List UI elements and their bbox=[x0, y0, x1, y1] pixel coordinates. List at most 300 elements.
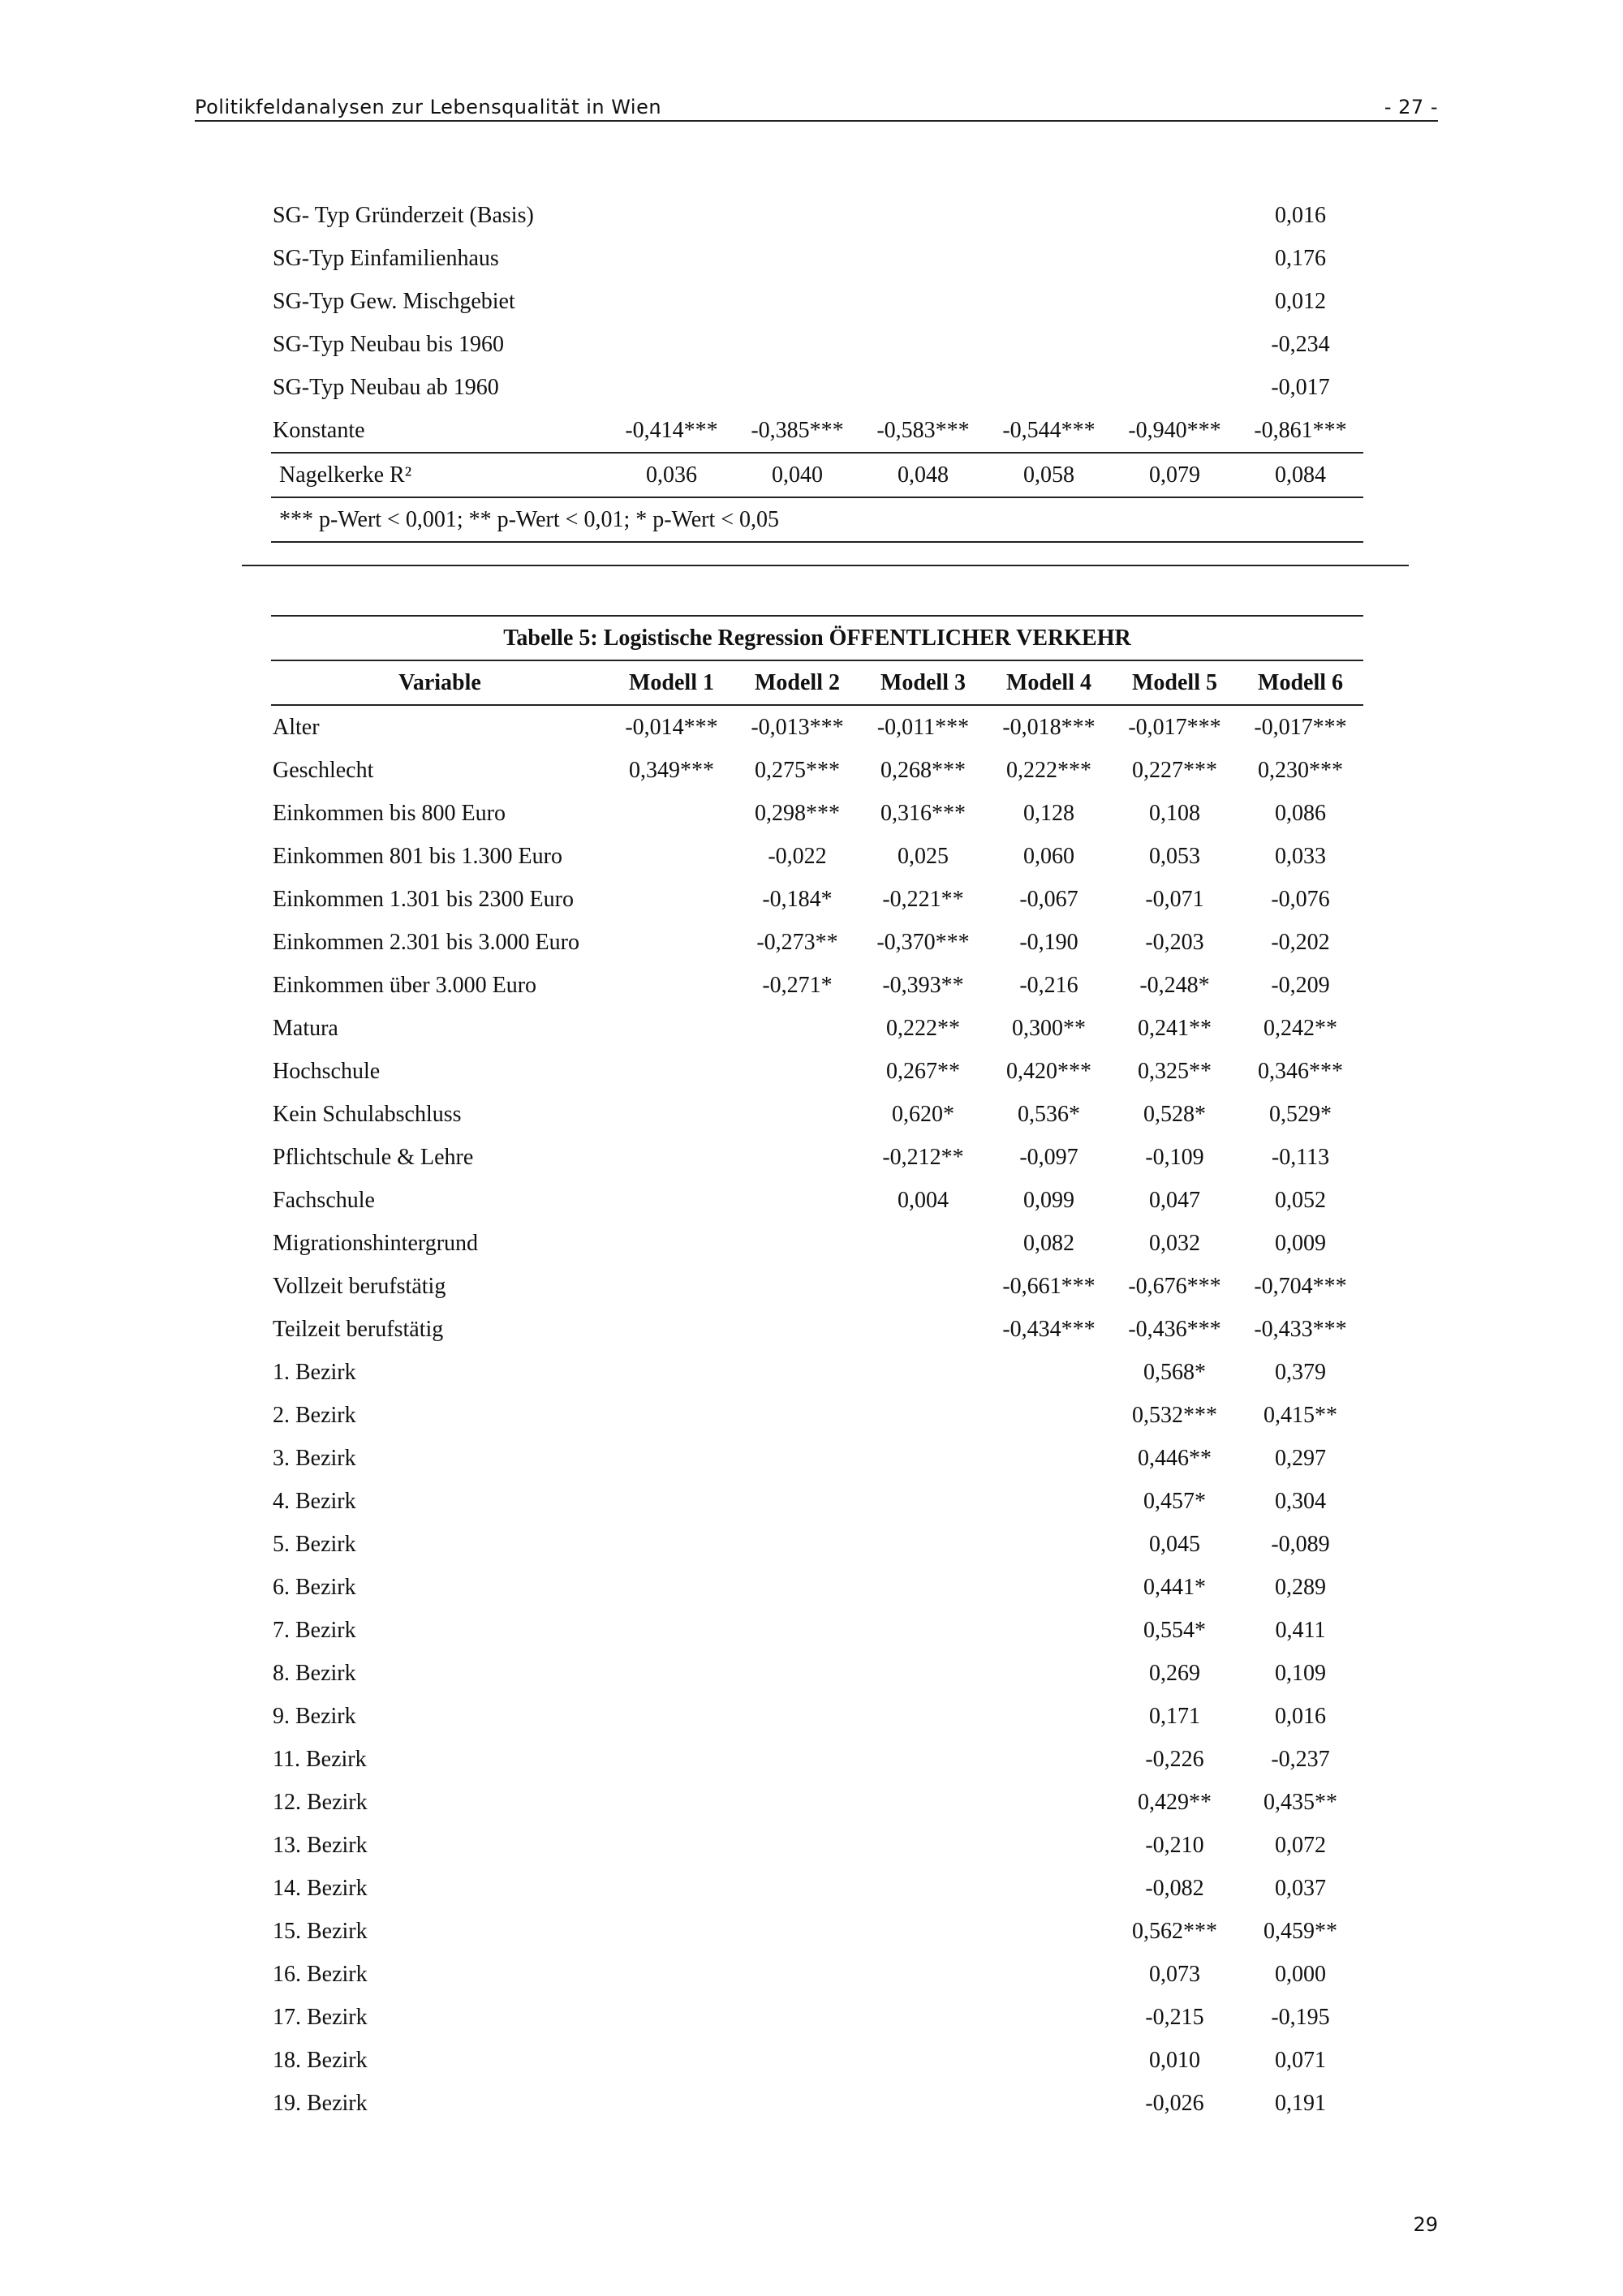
cell-modell-3 bbox=[860, 1265, 986, 1308]
table-row bbox=[271, 1308, 1363, 1351]
cell-modell-3 bbox=[860, 237, 986, 280]
cell-modell-4 bbox=[986, 1867, 1112, 1910]
cell-modell-1 bbox=[609, 792, 734, 835]
cell-modell-4 bbox=[986, 1695, 1112, 1738]
cell-modell-6: 0,000 bbox=[1275, 1961, 1327, 1987]
regression-table-oeffentlicher-verkehr bbox=[271, 615, 1363, 2125]
table-row bbox=[271, 1050, 1363, 1093]
cell-modell-1 bbox=[609, 1394, 734, 1437]
cell-modell-4: -0,661*** bbox=[1002, 1273, 1096, 1299]
row-label: Hochschule bbox=[273, 1058, 381, 1084]
table-row bbox=[271, 1652, 1363, 1695]
table-row bbox=[271, 1222, 1363, 1265]
cell-modell-4 bbox=[986, 1566, 1112, 1609]
column-header: Modell 2 bbox=[734, 660, 860, 705]
cell-modell-6: -0,076 bbox=[1271, 886, 1330, 912]
cell-modell-1 bbox=[609, 280, 734, 323]
cell-modell-4 bbox=[986, 1609, 1112, 1652]
cell-modell-1 bbox=[609, 1867, 734, 1910]
cell-modell-4: 0,300** bbox=[1012, 1015, 1086, 1041]
cell-modell-4: -0,067 bbox=[1019, 886, 1078, 912]
cell-modell-4 bbox=[986, 2039, 1112, 2082]
row-label: 2. Bezirk bbox=[273, 1402, 356, 1428]
cell-modell-5 bbox=[1112, 194, 1238, 237]
cell-modell-2 bbox=[734, 1136, 860, 1179]
cell-modell-6: 0,379 bbox=[1275, 1359, 1327, 1385]
cell-modell-4 bbox=[986, 237, 1112, 280]
cell-modell-6: -0,202 bbox=[1271, 929, 1330, 955]
table-row bbox=[271, 705, 1363, 749]
cell-modell-2 bbox=[734, 323, 860, 366]
table-row bbox=[271, 323, 1363, 366]
table-row bbox=[271, 835, 1363, 878]
table-row bbox=[271, 1523, 1363, 1566]
table-row bbox=[271, 964, 1363, 1007]
table-row bbox=[271, 2082, 1363, 2125]
row-label: 17. Bezirk bbox=[273, 2004, 368, 2030]
cell-modell-6: 0,411 bbox=[1275, 1617, 1326, 1643]
cell-modell-1 bbox=[609, 1050, 734, 1093]
table-row bbox=[271, 409, 1363, 453]
cell-modell-4: 0,536* bbox=[1018, 1101, 1080, 1127]
column-header: Modell 6 bbox=[1238, 660, 1363, 705]
cell-modell-6: -0,195 bbox=[1271, 2004, 1330, 2030]
table-row bbox=[271, 1093, 1363, 1136]
cell-modell-5: 0,241** bbox=[1138, 1015, 1212, 1041]
cell-modell-4 bbox=[986, 1652, 1112, 1695]
cell-modell-3: 0,025 bbox=[898, 843, 949, 869]
header-title: Politikfeldanalysen zur Lebensqualität in Wien bbox=[195, 96, 662, 118]
table-row bbox=[271, 366, 1363, 409]
cell-modell-6: 0,052 bbox=[1275, 1187, 1327, 1213]
table-row bbox=[271, 194, 1363, 237]
cell-modell-3 bbox=[860, 1351, 986, 1394]
cell-modell-5: 0,325** bbox=[1138, 1058, 1212, 1084]
cell-modell-4: 0,099 bbox=[1023, 1187, 1074, 1213]
cell-modell-3: 0,048 bbox=[860, 453, 986, 497]
cell-modell-6: -0,113 bbox=[1271, 1144, 1330, 1170]
cell-modell-6: 0,346*** bbox=[1258, 1058, 1344, 1084]
row-label: SG-Typ Neubau bis 1960 bbox=[273, 331, 505, 357]
cell-modell-4 bbox=[986, 1910, 1112, 1953]
row-label: Geschlecht bbox=[273, 757, 374, 783]
table-row bbox=[271, 1996, 1363, 2039]
cell-modell-6: 0,459** bbox=[1264, 1918, 1338, 1944]
table-top-body bbox=[271, 194, 1363, 542]
cell-modell-2 bbox=[734, 1523, 860, 1566]
cell-modell-5: -0,226 bbox=[1145, 1746, 1204, 1772]
cell-modell-1 bbox=[609, 835, 734, 878]
cell-modell-1 bbox=[609, 2082, 734, 2125]
cell-modell-3 bbox=[860, 194, 986, 237]
cell-modell-4: -0,018*** bbox=[1002, 714, 1096, 740]
cell-modell-2 bbox=[734, 1351, 860, 1394]
table-row bbox=[271, 237, 1363, 280]
cell-modell-2: -0,385*** bbox=[751, 417, 844, 443]
cell-modell-5 bbox=[1112, 237, 1238, 280]
table-row-nagelkerke bbox=[271, 453, 1363, 497]
cell-modell-1 bbox=[609, 1351, 734, 1394]
cell-modell-1 bbox=[609, 194, 734, 237]
cell-modell-6: 0,033 bbox=[1275, 843, 1327, 869]
cell-modell-4: 0,222*** bbox=[1006, 757, 1091, 783]
cell-modell-5: 0,457* bbox=[1143, 1488, 1206, 1514]
row-label: 15. Bezirk bbox=[273, 1918, 368, 1944]
cell-modell-5: -0,210 bbox=[1145, 1832, 1204, 1858]
cell-modell-6: 0,529* bbox=[1269, 1101, 1332, 1127]
cell-modell-1 bbox=[609, 1738, 734, 1781]
cell-modell-3 bbox=[860, 1609, 986, 1652]
cell-modell-3 bbox=[860, 1523, 986, 1566]
cell-modell-2: 0,040 bbox=[734, 453, 860, 497]
cell-modell-1 bbox=[609, 1308, 734, 1351]
cell-modell-6: 0,084 bbox=[1238, 453, 1363, 497]
cell-modell-5: 0,441* bbox=[1143, 1574, 1206, 1600]
cell-modell-4: -0,190 bbox=[1019, 929, 1078, 955]
cell-modell-2 bbox=[734, 1609, 860, 1652]
cell-modell-5: -0,071 bbox=[1145, 886, 1204, 912]
cell-modell-5: -0,248* bbox=[1139, 972, 1210, 998]
cell-modell-4 bbox=[986, 1437, 1112, 1480]
cell-modell-5: -0,026 bbox=[1145, 2090, 1204, 2116]
cell-modell-4 bbox=[986, 1351, 1112, 1394]
row-label: 19. Bezirk bbox=[273, 2090, 368, 2116]
column-header: Variable bbox=[271, 660, 609, 705]
cell-modell-5: -0,215 bbox=[1145, 2004, 1204, 2030]
cell-modell-3: -0,393** bbox=[882, 972, 964, 998]
cell-modell-3: 0,222** bbox=[886, 1015, 960, 1041]
table-row bbox=[271, 1910, 1363, 1953]
cell-modell-6: -0,017*** bbox=[1254, 714, 1347, 740]
cell-modell-6: 0,037 bbox=[1275, 1875, 1327, 1901]
cell-modell-1 bbox=[609, 366, 734, 409]
cell-modell-6: 0,086 bbox=[1275, 800, 1327, 826]
cell-modell-1 bbox=[609, 1566, 734, 1609]
cell-modell-5: -0,436*** bbox=[1128, 1316, 1221, 1342]
table-row bbox=[271, 878, 1363, 921]
cell-modell-5: 0,045 bbox=[1149, 1531, 1200, 1557]
cell-modell-6: 0,415** bbox=[1264, 1402, 1338, 1428]
cell-modell-3 bbox=[860, 280, 986, 323]
table-row bbox=[271, 1136, 1363, 1179]
row-label: 9. Bezirk bbox=[273, 1703, 356, 1729]
cell-modell-2 bbox=[734, 1050, 860, 1093]
cell-modell-4: -0,097 bbox=[1019, 1144, 1078, 1170]
table-row bbox=[271, 1953, 1363, 1996]
cell-modell-1 bbox=[609, 237, 734, 280]
cell-modell-6: -0,704*** bbox=[1254, 1273, 1347, 1299]
row-label: Fachschule bbox=[273, 1187, 375, 1213]
cell-modell-6: 0,242** bbox=[1264, 1015, 1338, 1041]
cell-modell-5: 0,010 bbox=[1149, 2047, 1200, 2073]
cell-modell-3 bbox=[860, 366, 986, 409]
table-row bbox=[271, 1566, 1363, 1609]
cell-modell-5: 0,053 bbox=[1149, 843, 1200, 869]
row-label: 14. Bezirk bbox=[273, 1875, 368, 1901]
cell-modell-2 bbox=[734, 1093, 860, 1136]
table-caption: Tabelle 5: Logistische Regression ÖFFENTLICHER VERKEHR bbox=[271, 616, 1363, 660]
cell-modell-4: 0,060 bbox=[1023, 843, 1074, 869]
cell-modell-5: 0,108 bbox=[1149, 800, 1200, 826]
cell-modell-2 bbox=[734, 1824, 860, 1867]
table-row bbox=[271, 1867, 1363, 1910]
cell-modell-5: 0,269 bbox=[1149, 1660, 1200, 1686]
table-row bbox=[271, 1007, 1363, 1050]
cell-modell-5: -0,203 bbox=[1145, 929, 1204, 955]
cell-modell-1 bbox=[609, 323, 734, 366]
cell-modell-1 bbox=[609, 1136, 734, 1179]
row-label: 7. Bezirk bbox=[273, 1617, 356, 1643]
cell-modell-5: 0,073 bbox=[1149, 1961, 1200, 1987]
cell-modell-4: 0,420*** bbox=[1006, 1058, 1091, 1084]
cell-modell-2 bbox=[734, 237, 860, 280]
row-label: 16. Bezirk bbox=[273, 1961, 368, 1987]
cell-modell-4 bbox=[986, 323, 1112, 366]
cell-modell-3 bbox=[860, 323, 986, 366]
row-label: Konstante bbox=[273, 417, 365, 443]
cell-modell-5: 0,047 bbox=[1149, 1187, 1200, 1213]
cell-modell-2 bbox=[734, 1007, 860, 1050]
cell-modell-3 bbox=[860, 1996, 986, 2039]
row-label: Einkommen 801 bis 1.300 Euro bbox=[273, 843, 562, 869]
cell-modell-5 bbox=[1112, 366, 1238, 409]
table-row bbox=[271, 1437, 1363, 1480]
cell-modell-6: 0,191 bbox=[1275, 2090, 1327, 2116]
cell-modell-6: 0,297 bbox=[1275, 1445, 1327, 1471]
cell-modell-3: -0,370*** bbox=[876, 929, 970, 955]
cell-modell-5: 0,532*** bbox=[1132, 1402, 1217, 1428]
page-header bbox=[195, 96, 1438, 122]
cell-modell-3 bbox=[860, 1308, 986, 1351]
cell-modell-1 bbox=[609, 1179, 734, 1222]
row-label: Alter bbox=[273, 714, 320, 740]
cell-modell-4: -0,216 bbox=[1019, 972, 1078, 998]
row-label: 12. Bezirk bbox=[273, 1789, 368, 1815]
cell-modell-3: 0,620* bbox=[892, 1101, 954, 1127]
cell-modell-2: -0,022 bbox=[768, 843, 827, 869]
table-row bbox=[271, 921, 1363, 964]
cell-modell-6: 0,176 bbox=[1275, 245, 1326, 271]
cell-modell-5: 0,227*** bbox=[1132, 757, 1217, 783]
cell-modell-2: -0,271* bbox=[762, 972, 833, 998]
cell-modell-5: -0,109 bbox=[1145, 1144, 1204, 1170]
cell-modell-2 bbox=[734, 1265, 860, 1308]
cell-modell-5: -0,082 bbox=[1145, 1875, 1204, 1901]
cell-modell-2 bbox=[734, 1222, 860, 1265]
cell-modell-1 bbox=[609, 1824, 734, 1867]
cell-modell-1 bbox=[609, 2039, 734, 2082]
cell-modell-1: 0,349*** bbox=[629, 757, 714, 783]
row-label: 18. Bezirk bbox=[273, 2047, 368, 2073]
column-header: Modell 4 bbox=[986, 660, 1112, 705]
cell-modell-6: 0,304 bbox=[1275, 1488, 1327, 1514]
cell-modell-2 bbox=[734, 1652, 860, 1695]
cell-modell-2: -0,184* bbox=[762, 886, 833, 912]
cell-modell-4 bbox=[986, 1394, 1112, 1437]
row-label: 1. Bezirk bbox=[273, 1359, 356, 1385]
table-header-row bbox=[271, 660, 1363, 705]
row-label: Pflichtschule & Lehre bbox=[273, 1144, 474, 1170]
row-label: SG-Typ Neubau ab 1960 bbox=[273, 374, 499, 400]
cell-modell-2 bbox=[734, 1308, 860, 1351]
cell-modell-3 bbox=[860, 1781, 986, 1824]
cell-modell-3 bbox=[860, 1394, 986, 1437]
cell-modell-2 bbox=[734, 1394, 860, 1437]
cell-modell-3 bbox=[860, 1738, 986, 1781]
cell-modell-2 bbox=[734, 194, 860, 237]
cell-modell-5: 0,446** bbox=[1138, 1445, 1212, 1471]
cell-modell-2 bbox=[734, 1695, 860, 1738]
cell-modell-4 bbox=[986, 1523, 1112, 1566]
table-row bbox=[271, 1781, 1363, 1824]
table-row bbox=[271, 2039, 1363, 2082]
row-label: Migrationshintergrund bbox=[273, 1230, 479, 1256]
cell-modell-6: -0,017 bbox=[1271, 374, 1330, 400]
cell-modell-6: 0,016 bbox=[1275, 1703, 1327, 1729]
row-label: 8. Bezirk bbox=[273, 1660, 356, 1686]
cell-modell-4 bbox=[986, 1738, 1112, 1781]
regression-table-continued bbox=[271, 194, 1363, 543]
cell-modell-2: 0,275*** bbox=[755, 757, 840, 783]
table-row bbox=[271, 1265, 1363, 1308]
row-label: Nagelkerke R² bbox=[271, 453, 609, 497]
cell-modell-6: 0,230*** bbox=[1258, 757, 1344, 783]
cell-modell-1 bbox=[609, 1652, 734, 1695]
cell-modell-5: 0,568* bbox=[1143, 1359, 1206, 1385]
cell-modell-3 bbox=[860, 1695, 986, 1738]
row-label: SG-Typ Gew. Mischgebiet bbox=[273, 288, 515, 314]
header-page-label: - 27 - bbox=[1384, 96, 1438, 118]
cell-modell-6: -0,237 bbox=[1271, 1746, 1330, 1772]
cell-modell-3: 0,316*** bbox=[880, 800, 966, 826]
table-row bbox=[271, 749, 1363, 792]
cell-modell-6: -0,433*** bbox=[1254, 1316, 1347, 1342]
cell-modell-4 bbox=[986, 366, 1112, 409]
cell-modell-6: 0,009 bbox=[1275, 1230, 1327, 1256]
cell-modell-5: 0,032 bbox=[1149, 1230, 1200, 1256]
cell-modell-4: -0,544*** bbox=[1002, 417, 1096, 443]
cell-modell-1 bbox=[609, 878, 734, 921]
cell-modell-5: 0,079 bbox=[1112, 453, 1238, 497]
cell-modell-4 bbox=[986, 280, 1112, 323]
table-row bbox=[271, 1695, 1363, 1738]
row-label: 5. Bezirk bbox=[273, 1531, 356, 1557]
table-row bbox=[271, 1351, 1363, 1394]
cell-modell-4 bbox=[986, 1953, 1112, 1996]
row-label: 4. Bezirk bbox=[273, 1488, 356, 1514]
column-header: Modell 5 bbox=[1112, 660, 1238, 705]
cell-modell-4: 0,128 bbox=[1023, 800, 1074, 826]
cell-modell-3: 0,268*** bbox=[880, 757, 966, 783]
cell-modell-6: 0,071 bbox=[1275, 2047, 1327, 2073]
significance-note-row bbox=[271, 497, 1363, 542]
cell-modell-1 bbox=[609, 1437, 734, 1480]
cell-modell-2 bbox=[734, 1738, 860, 1781]
table-row bbox=[271, 1480, 1363, 1523]
cell-modell-3 bbox=[860, 1437, 986, 1480]
cell-modell-1 bbox=[609, 1781, 734, 1824]
cell-modell-2: 0,298*** bbox=[755, 800, 840, 826]
cell-modell-3 bbox=[860, 1910, 986, 1953]
cell-modell-3 bbox=[860, 1867, 986, 1910]
table-row bbox=[271, 280, 1363, 323]
row-label: Teilzeit berufstätig bbox=[273, 1316, 444, 1342]
significance-note: *** p-Wert < 0,001; ** p-Wert < 0,01; * p-Wert < 0,05 bbox=[271, 497, 1363, 542]
table-row bbox=[271, 1738, 1363, 1781]
cell-modell-3 bbox=[860, 1824, 986, 1867]
cell-modell-1 bbox=[609, 1996, 734, 2039]
cell-modell-4: -0,434*** bbox=[1002, 1316, 1096, 1342]
cell-modell-6: -0,861*** bbox=[1254, 417, 1347, 443]
cell-modell-1 bbox=[609, 1093, 734, 1136]
cell-modell-1 bbox=[609, 1523, 734, 1566]
cell-modell-2 bbox=[734, 1179, 860, 1222]
row-label: 13. Bezirk bbox=[273, 1832, 368, 1858]
cell-modell-4: 0,082 bbox=[1023, 1230, 1074, 1256]
cell-modell-3 bbox=[860, 1953, 986, 1996]
cell-modell-6: 0,435** bbox=[1264, 1789, 1338, 1815]
cell-modell-3: 0,004 bbox=[898, 1187, 949, 1213]
cell-modell-2 bbox=[734, 1781, 860, 1824]
row-label: Einkommen 2.301 bis 3.000 Euro bbox=[273, 929, 579, 955]
cell-modell-6: 0,109 bbox=[1275, 1660, 1327, 1686]
cell-modell-5: 0,528* bbox=[1143, 1101, 1206, 1127]
cell-modell-6: 0,072 bbox=[1275, 1832, 1327, 1858]
cell-modell-2 bbox=[734, 1437, 860, 1480]
cell-modell-3: -0,221** bbox=[882, 886, 964, 912]
cell-modell-6: 0,016 bbox=[1275, 202, 1326, 228]
cell-modell-4: 0,058 bbox=[986, 453, 1112, 497]
row-label: 11. Bezirk bbox=[273, 1746, 367, 1772]
cell-modell-1 bbox=[609, 1609, 734, 1652]
table-row bbox=[271, 1179, 1363, 1222]
cell-modell-2 bbox=[734, 1867, 860, 1910]
row-label: 3. Bezirk bbox=[273, 1445, 356, 1471]
table-row bbox=[271, 1609, 1363, 1652]
column-header: Modell 3 bbox=[860, 660, 986, 705]
cell-modell-5: 0,562*** bbox=[1132, 1918, 1217, 1944]
cell-modell-3: 0,267** bbox=[886, 1058, 960, 1084]
row-label: Matura bbox=[273, 1015, 338, 1041]
cell-modell-1 bbox=[609, 1953, 734, 1996]
cell-modell-6: 0,289 bbox=[1275, 1574, 1327, 1600]
cell-modell-4 bbox=[986, 1781, 1112, 1824]
cell-modell-6: 0,012 bbox=[1275, 288, 1326, 314]
cell-modell-1 bbox=[609, 1007, 734, 1050]
cell-modell-5: 0,429** bbox=[1138, 1789, 1212, 1815]
cell-modell-4 bbox=[986, 2082, 1112, 2125]
table-row bbox=[271, 1824, 1363, 1867]
cell-modell-5: -0,676*** bbox=[1128, 1273, 1221, 1299]
page-number: 29 bbox=[1413, 2213, 1438, 2236]
cell-modell-6: -0,089 bbox=[1271, 1531, 1330, 1557]
cell-modell-6: -0,234 bbox=[1271, 331, 1330, 357]
row-label: SG- Typ Gründerzeit (Basis) bbox=[273, 202, 534, 228]
row-label: SG-Typ Einfamilienhaus bbox=[273, 245, 499, 271]
cell-modell-1 bbox=[609, 964, 734, 1007]
cell-modell-1 bbox=[609, 1480, 734, 1523]
cell-modell-5 bbox=[1112, 323, 1238, 366]
cell-modell-1 bbox=[609, 1695, 734, 1738]
cell-modell-3 bbox=[860, 2039, 986, 2082]
cell-modell-4 bbox=[986, 1480, 1112, 1523]
cell-modell-3 bbox=[860, 2082, 986, 2125]
cell-modell-2: -0,013*** bbox=[751, 714, 844, 740]
table-row bbox=[271, 1394, 1363, 1437]
cell-modell-3 bbox=[860, 1222, 986, 1265]
cell-modell-1 bbox=[609, 1222, 734, 1265]
cell-modell-2 bbox=[734, 1480, 860, 1523]
